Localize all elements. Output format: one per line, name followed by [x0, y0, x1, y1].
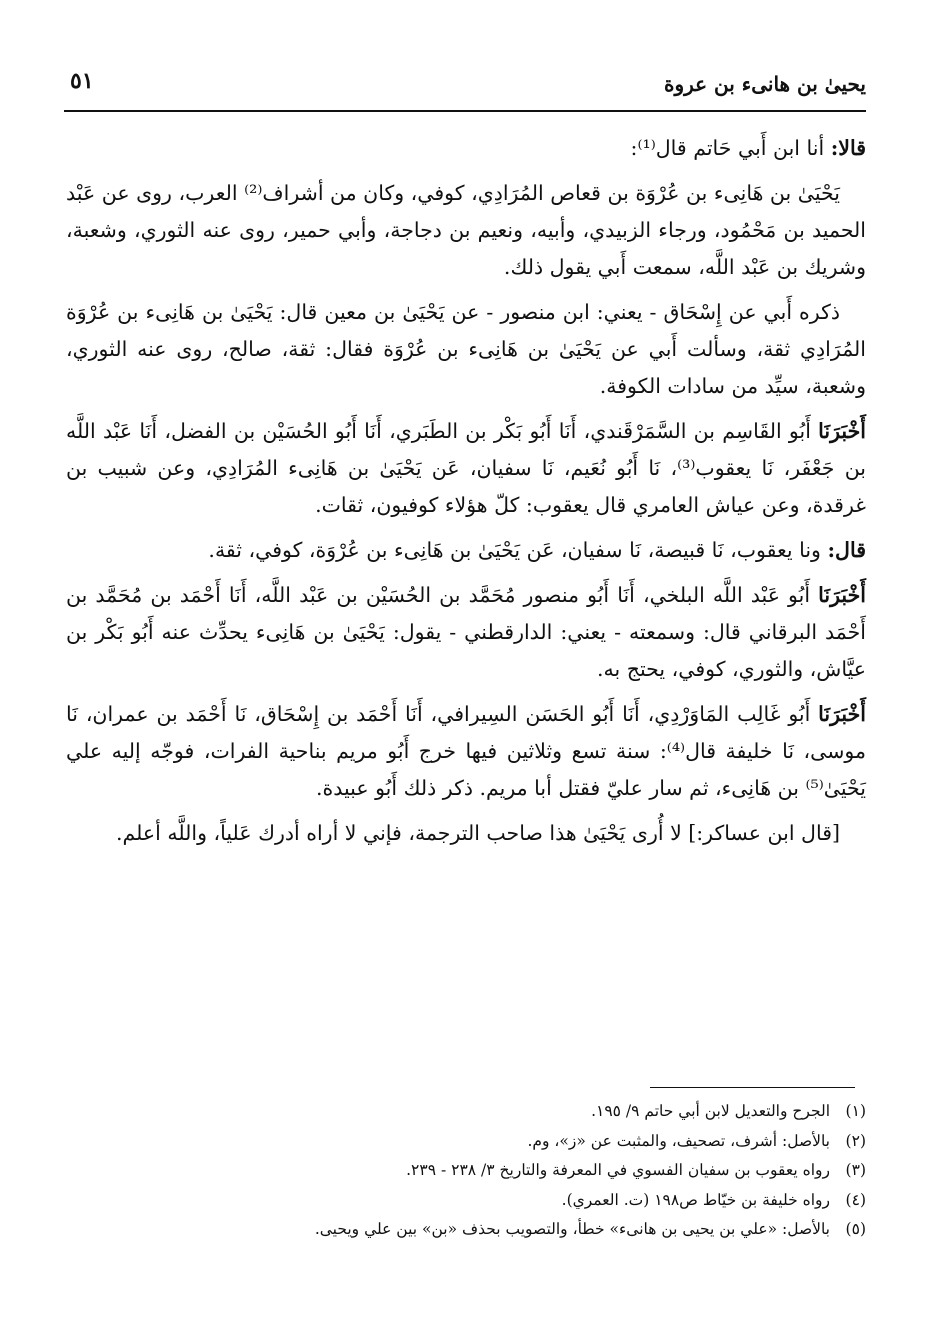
paragraph-text: ذكره أَبي عن إِسْحَاق - يعني: ابن منصور - عن يَحْيَىٰ بن معين قال: يَحْيَىٰ بن هَانِىء بن عُرْوَة المُرَادِي ثقة، وسألت أَبي عن يَحْيَىٰ بن هَانِىء بن عُرْوَة فقال: ثقة، صالح، روى عنه الثوري، وشعبة، سيِّد من سادات الكوفة. [66, 300, 866, 398]
paragraph-1 [66, 130, 866, 167]
footnote-1 [190, 1097, 866, 1127]
footnote-2 [190, 1127, 866, 1157]
paragraph-text: أنا ابن أَبي حَاتم قال⁽¹⁾: [630, 136, 831, 160]
footnote-number: (٥) [845, 1220, 866, 1238]
footnote-text: بالأصل: «علي بن يحيى بن هانىء» خطأ، والتصويب بحذف «بن» بين علي ويحيى. [314, 1220, 830, 1238]
footnote-3 [190, 1156, 866, 1186]
footnote-number: (١) [845, 1102, 866, 1120]
paragraph-7 [66, 696, 866, 807]
paragraph-lead: أَخْبَرَنَا [818, 583, 866, 607]
paragraph-lead: أَخْبَرَنَا [818, 419, 866, 443]
footnote-number: (٢) [845, 1131, 866, 1150]
paragraph-text: يَحْيَىٰ بن هَانِىء بن عُرْوَة بن قعاص المُرَادِي، كوفي، وكان من أشراف⁽²⁾ العرب، روى عن عَبْد الحميد بن مَحْمُود، ورجاء الزبيدي، وأبيه، ونعيم بن دجاجة، وأبي حمير، روى عنه الثوري، وشعبة، وشريك بن عَبْد اللَّه، سمعت أَبي يقول ذلك. [66, 181, 866, 279]
paragraph-5 [66, 532, 866, 569]
paragraph-text: أَبُو القَاسِم بن السَّمَرْقَندي، أَنَا أَبُو بَكْر بن الطَبَري، أَنَا أَبُو الحُسَيْن بن الفضل، أَنَا عَبْد اللَّه بن جَعْفَر، نَا يعقوب⁽³⁾، نَا أَبُو نُعَيم، نَا سفيان، عَن يَحْيَىٰ بن هَانِىء المُرَادِي، وعن شبيب بن غرقدة، وعن عياش العامري قال يعقوب: كلّ هؤلاء كوفيون، ثقات. [66, 419, 866, 517]
footnote-separator [650, 1087, 855, 1088]
paragraph-lead: أَخْبَرَنَا [818, 702, 866, 726]
paragraph-4 [66, 413, 866, 524]
footnote-5 [190, 1215, 866, 1245]
paragraph-3 [66, 294, 866, 405]
footnote-number: (٤) [845, 1190, 866, 1209]
paragraph-text: ونا يعقوب، نَا قبيصة، نَا سفيان، عَن يَحْيَىٰ بن هَانِىء بن عُرْوَة، كوفي، ثقة. [208, 538, 828, 562]
paragraph-text: أَبُو عَبْد اللَّه البلخي، أَنَا أَبُو منصور مُحَمَّد بن الحُسَيْن بن عَبْد اللَّه، أَنَا أَحْمَد بن مُحَمَّد بن أَحْمَد البرقاني قال: وسمعته - يعني: الدارقطني - يقول: يَحْيَىٰ بن هَانِىء يحدِّث عنه أَبُو بَكْر بن عيَّاش، والثوري، كوفي، يحتج به. [66, 583, 866, 681]
paragraph-6 [66, 577, 866, 688]
footnotes [190, 1097, 866, 1245]
paragraph-8 [66, 815, 866, 852]
paragraph-2 [66, 175, 866, 286]
main-text [66, 130, 866, 860]
footnote-number: (٣) [845, 1161, 866, 1179]
paragraph-lead: قالا: [830, 136, 866, 160]
paragraph-lead: قال: [827, 538, 866, 562]
page-header [64, 60, 866, 112]
paragraph-text: [قال ابن عساكر:] لا أُرى يَحْيَىٰ هذا صاحب الترجمة، فإني لا أراه أدرك عَلياً، واللَّه أعلم. [115, 821, 840, 845]
footnote-4 [190, 1186, 866, 1216]
footnote-text: رواه يعقوب بن سفيان الفسوي في المعرفة والتاريخ ٣/ ٢٣٨ - ٢٣٩. [406, 1161, 830, 1179]
paragraph-text: أَبُو غَالِب المَاوَرْدِي، أَنَا أَبُو الحَسَن السِيرافي، أَنَا أَحْمَد بن إِسْحَاق، نَا أَحْمَد بن عمران، نَا موسى، نَا خليفة قال⁽⁴⁾: سنة تسع وثلاثين فيها خرج أَبُو مريم بناحية الفرات، فوجّه إليه علي يَحْيَىٰ⁽⁵⁾ بن هَانِىء، ثم سار عليّ فقتل أبا مريم. ذكر ذلك أَبُو عبيدة. [66, 702, 866, 800]
page-number: ٥١ [70, 68, 94, 94]
footnote-text: رواه خليفة بن خيّاط ص١٩٨ (ت. العمري). [561, 1190, 830, 1209]
footnote-text: بالأصل: أشرف، تصحيف، والمثبت عن «ز»، وم. [527, 1131, 830, 1150]
running-title: يحيىٰ بن هانىء بن عروة [663, 72, 866, 96]
footnote-text: الجرح والتعديل لابن أبي حاتم ٩/ ١٩٥. [591, 1102, 830, 1120]
